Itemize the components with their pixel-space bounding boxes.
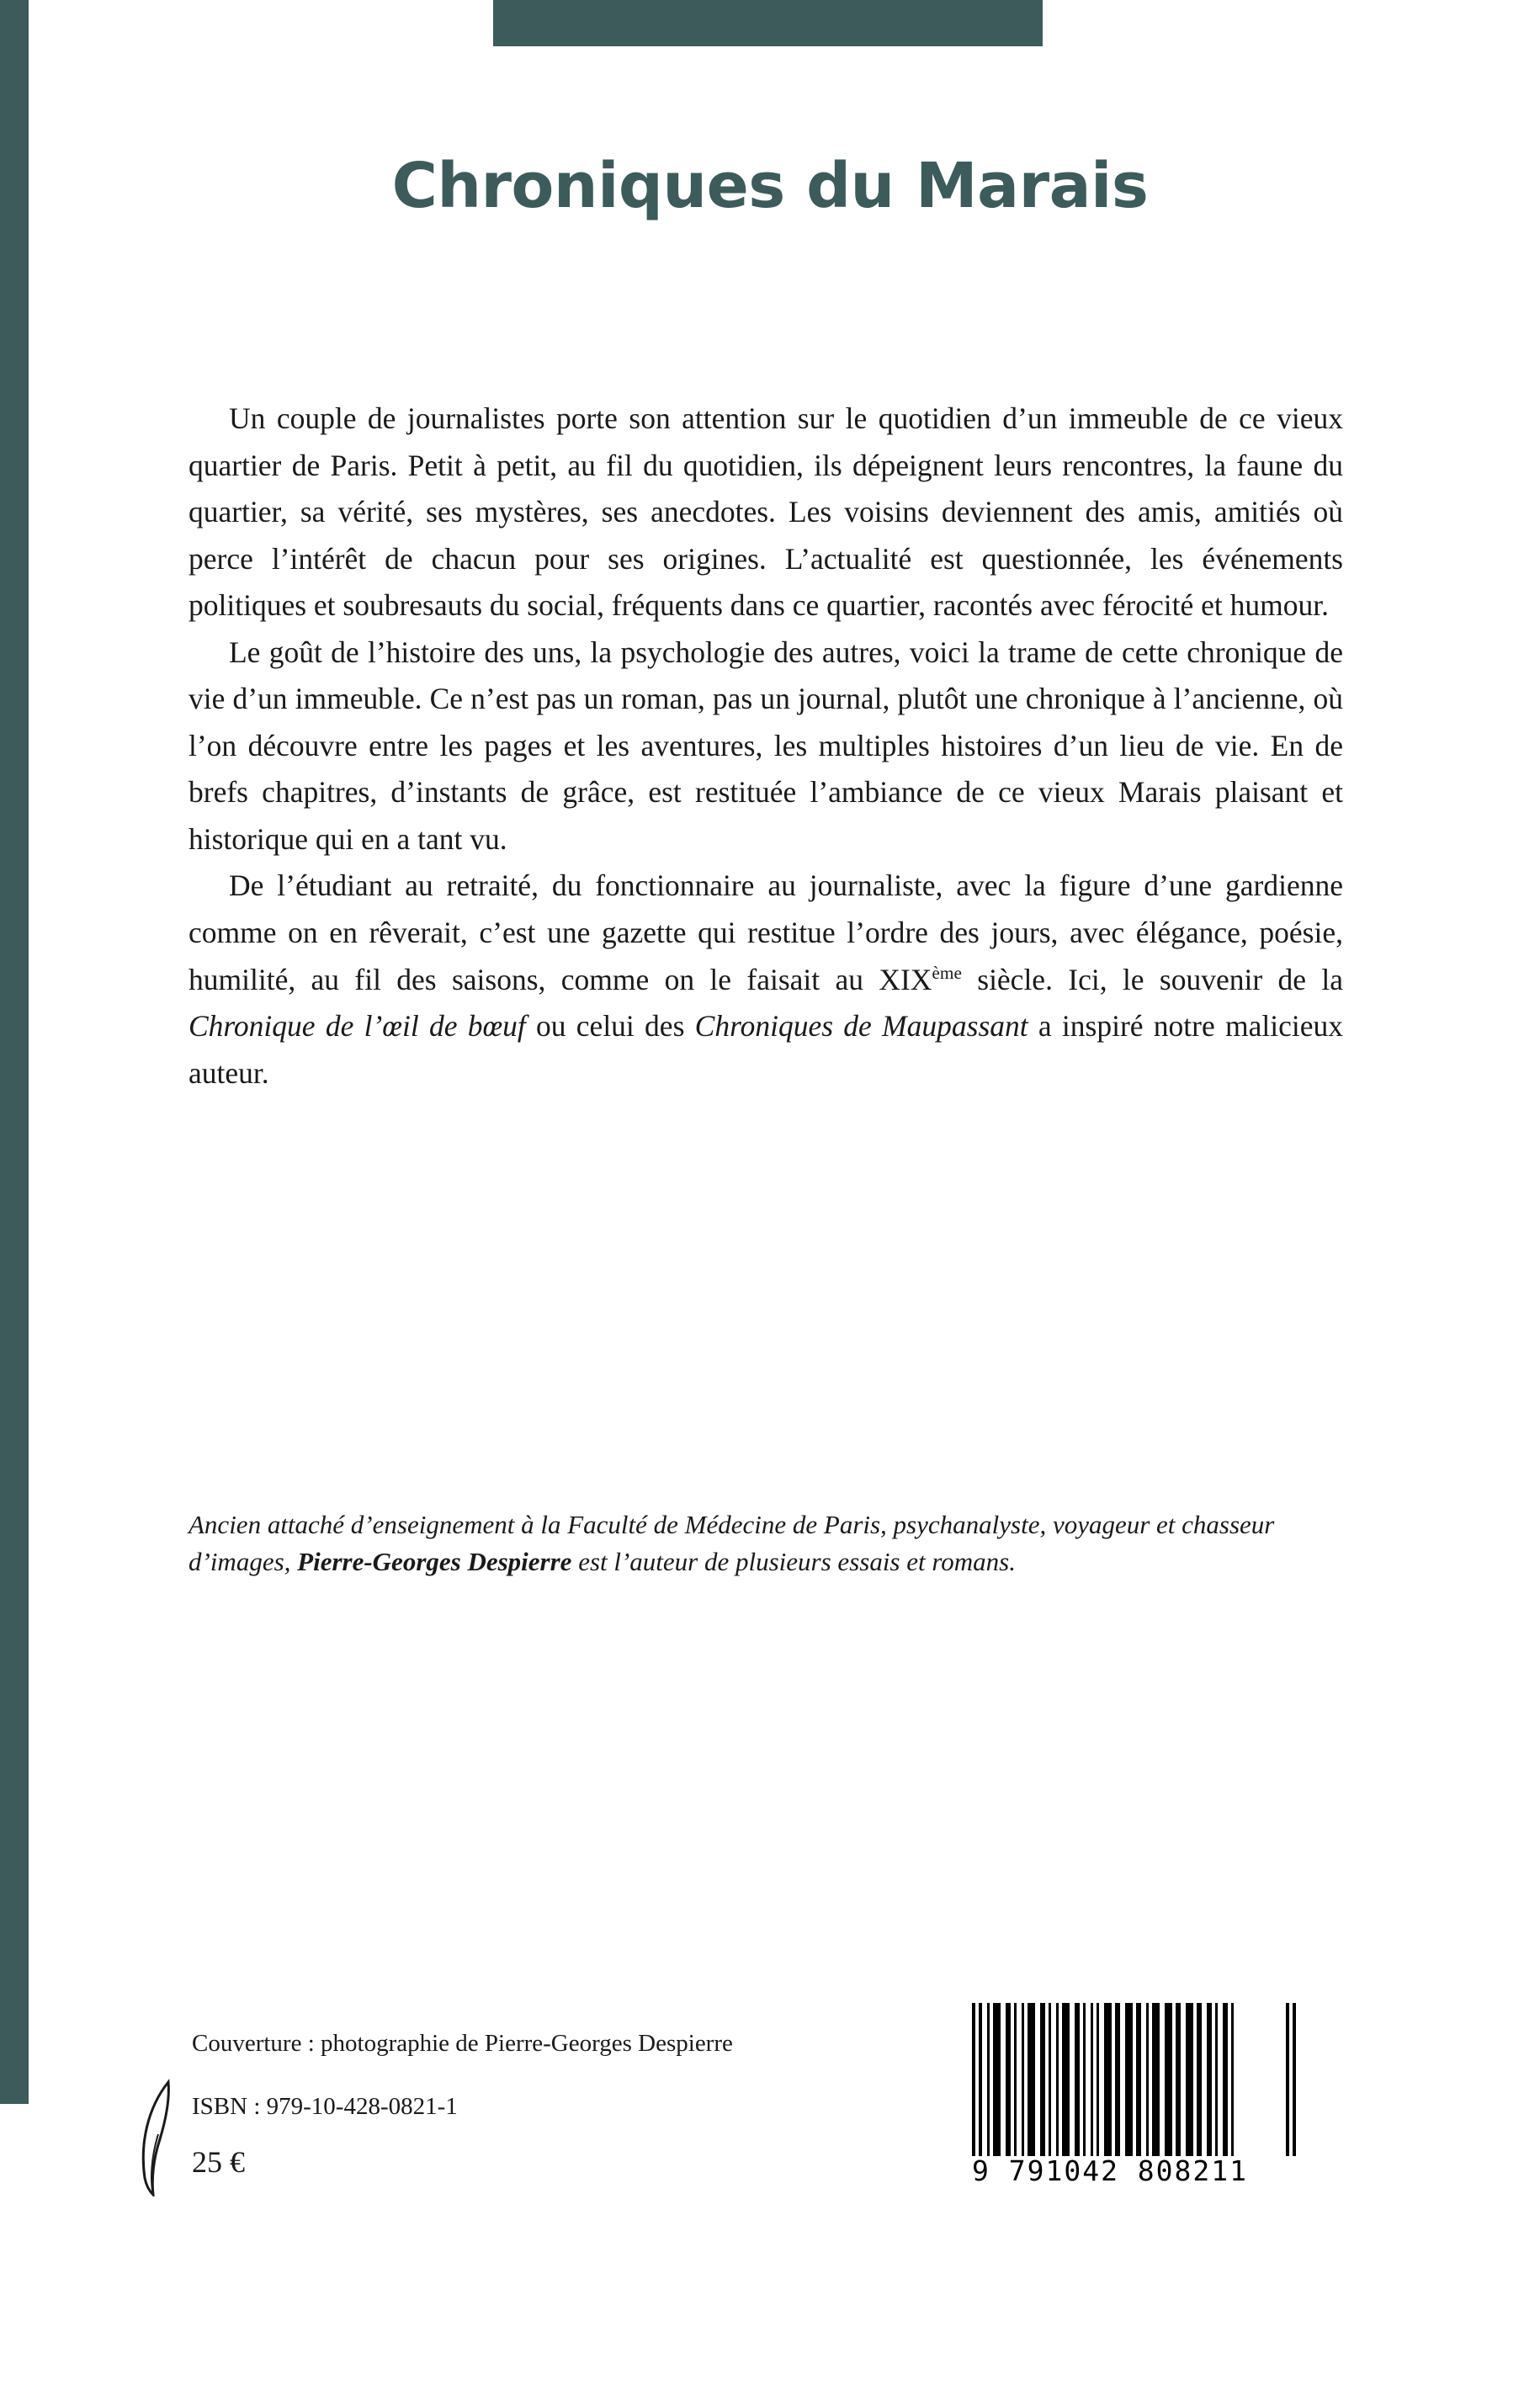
cover-credit: Couverture : photographie de Pierre-Georges Despierre (192, 2030, 733, 2057)
blurb-paragraph-2: Le goût de l’histoire des uns, la psychologie des autres, voici la trame de cette chronique de vie d’un immeuble. Ce n’est pas un roman, pas un journal, plutôt une chronique à l’ancienne, où l’on découvre entre les pages et les aventures, les multiples histoires d’un lieu de vie. En de brefs chapitres, d’instants de grâce, est restituée l’ambiance de ce vieux Marais plaisant et historique qui en a tant vu. (189, 635, 1343, 856)
blurb-p3-superscript: ème (932, 962, 962, 983)
blurb-text (189, 396, 1343, 1097)
blurb-p3-italic-title-2: Chroniques de Maupassant (694, 1009, 1028, 1044)
blurb-p3-part2: siècle. Ici, le souvenir de la (961, 962, 1343, 996)
left-accent-bar (0, 0, 29, 2385)
blurb-p3-part4: a inspiré notre malicieux auteur. (189, 1009, 1343, 1090)
blurb-p3-part3: ou celui des (525, 1009, 695, 1044)
author-bio-part1: Ancien attaché d’enseignement à la Faculté de Médecine de Paris, psychanalyste, voyageur et chasseur d’images, (189, 1510, 1275, 1577)
barcode-digits: 9 791042 808211 (972, 2154, 1249, 2187)
blurb-paragraph-1: Un couple de journalistes porte son attention sur le quotidien d’un immeuble de ce vieux quartier de Paris. Petit à petit, au fil du quotidien, ils dépeignent leurs rencontres, la faune du quartier, sa vérité, ses mystères, ses anecdotes. Les voisins deviennent des amis, amitiés où perce l’intérêt de chacun pour ses origines. L’actualité est questionnée, les événements politiques et soubresauts du social, fréquents dans ce quartier, racontés avec férocité et humour. (189, 401, 1343, 623)
blurb-paragraph-3 (189, 863, 1343, 1097)
author-biography (189, 1506, 1367, 1580)
author-bio-part2: est l’auteur de plusieurs essais et romans. (571, 1547, 1016, 1577)
price-text: 25 € (192, 2145, 245, 2179)
barcode (972, 2003, 1296, 2196)
left-accent-bar-notch (0, 2104, 29, 2385)
isbn-text: ISBN : 979-10-428-0821-1 (192, 2093, 458, 2120)
feather-logo-icon (135, 2079, 185, 2196)
page-title: Chroniques du Marais (391, 150, 1149, 222)
blurb-p3-italic-title-1: Chronique de l’œil de bœuf (189, 1009, 526, 1044)
author-name: Pierre-Georges Despierre (297, 1547, 572, 1577)
barcode-bars (972, 2003, 1296, 2156)
blurb-p3-part1: De l’étudiant au retraité, du fonctionnaire au journaliste, avec la figure d’une gardienne comme on en rêverait, c’est une gazette qui restitue l’ordre des jours, avec élégance, poésie, humilité, au fil des saisons, comme on le faisait au XIX (189, 868, 1343, 996)
top-accent-bar (493, 0, 1043, 46)
